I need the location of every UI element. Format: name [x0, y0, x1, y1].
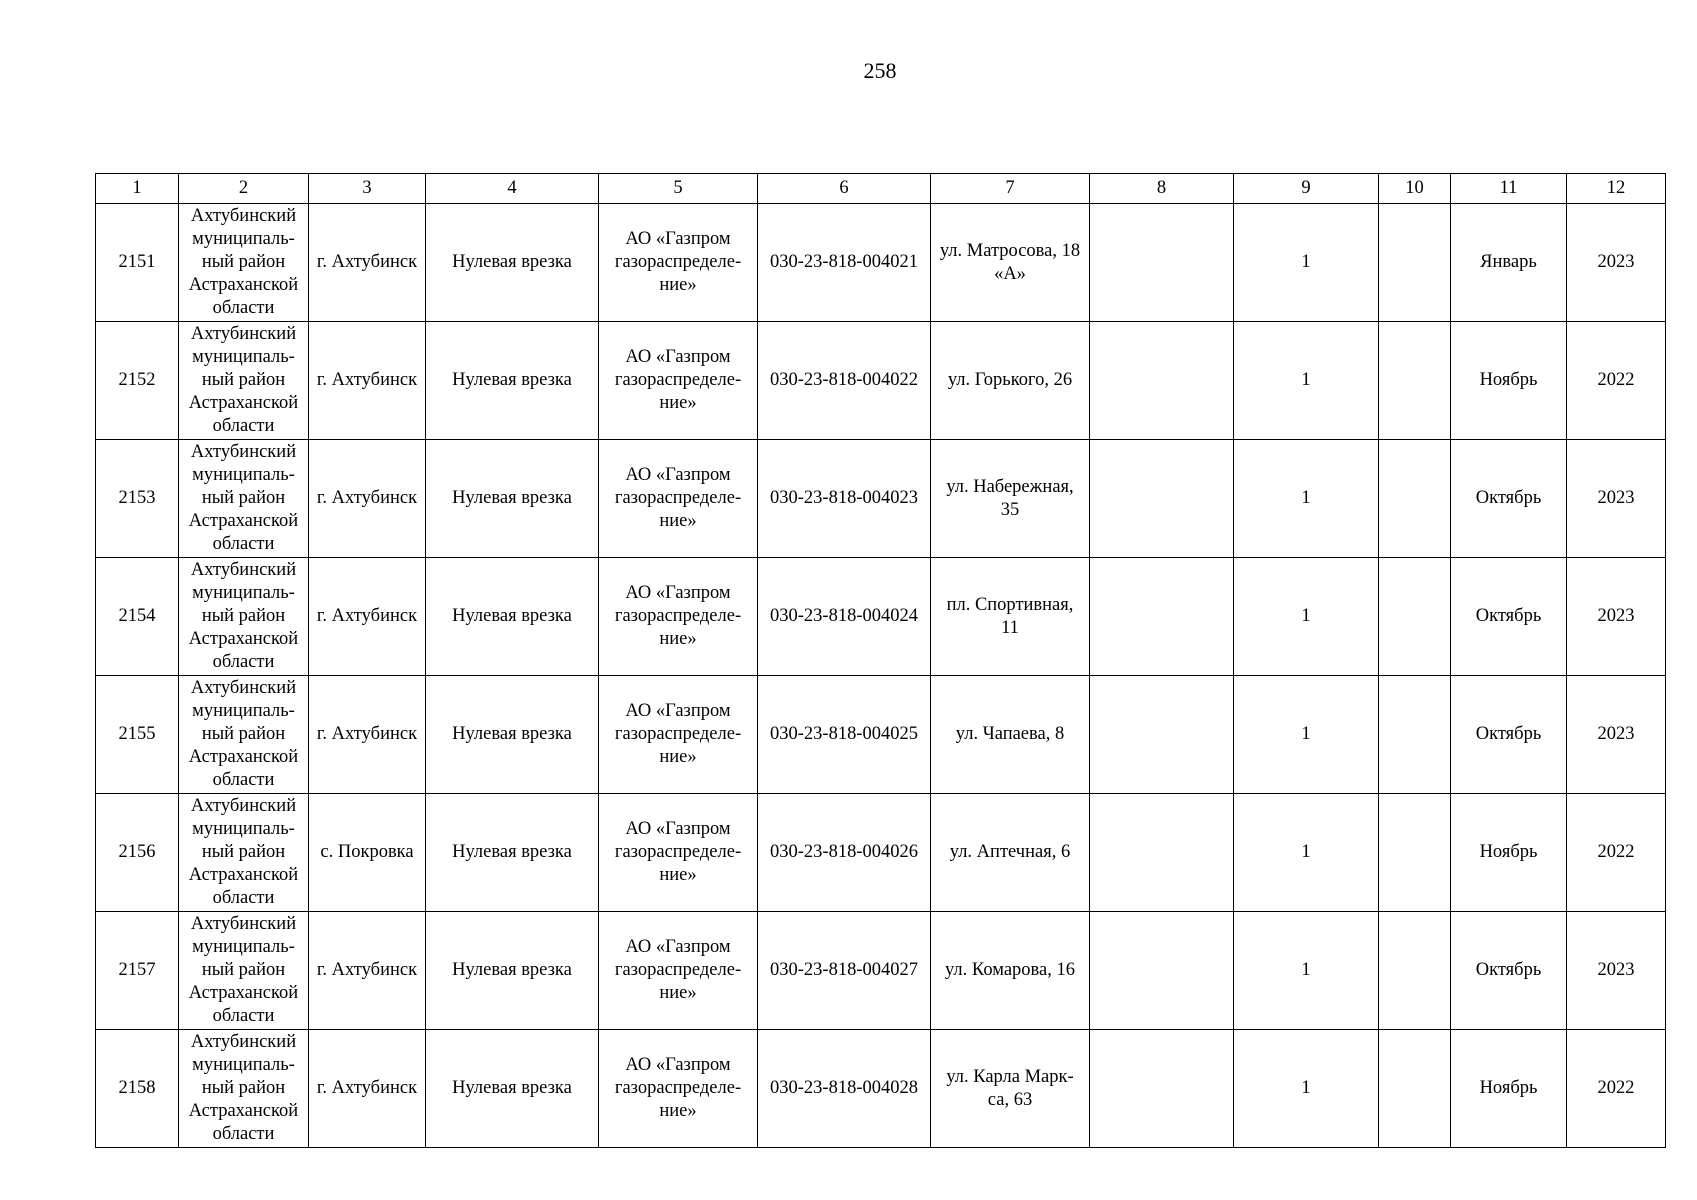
municipal-district-line: Ахтубинский [190, 678, 297, 698]
address [931, 794, 1090, 912]
municipal-district-line: муниципаль- [192, 1055, 295, 1075]
municipal-district [179, 440, 309, 558]
organization-line: АО «Газпром [625, 1055, 731, 1075]
organization-line: АО «Газпром [625, 465, 731, 485]
municipal-district-line: ный район [201, 370, 286, 390]
row-number: 2152 [96, 322, 179, 440]
object-code: 030-23-818-004021 [758, 204, 931, 322]
municipal-district-line: муниципаль- [192, 819, 295, 839]
organization-line: газораспределе- [614, 606, 742, 626]
locality: г. Ахтубинск [309, 440, 426, 558]
year: 2022 [1567, 794, 1666, 912]
address [931, 558, 1090, 676]
organization-line: газораспределе- [614, 960, 742, 980]
address-line: ул. Горького, 26 [947, 370, 1073, 390]
column-10-value [1379, 1030, 1451, 1148]
table-row [96, 204, 1666, 322]
column-9-value: 1 [1234, 322, 1379, 440]
address [931, 1030, 1090, 1148]
municipal-district-line: ный район [201, 606, 286, 626]
organization-line: АО «Газпром [625, 937, 731, 957]
object-code: 030-23-818-004027 [758, 912, 931, 1030]
locality: г. Ахтубинск [309, 676, 426, 794]
organization-line: ние» [659, 747, 697, 767]
organization [599, 558, 758, 676]
column-10-value [1379, 558, 1451, 676]
organization-line: газораспределе- [614, 724, 742, 744]
month: Октябрь [1451, 676, 1567, 794]
municipal-district [179, 558, 309, 676]
municipal-district-line: муниципаль- [192, 583, 295, 603]
organization-line: ние» [659, 511, 697, 531]
column-header: 2 [179, 174, 309, 204]
organization-line: газораспределе- [614, 252, 742, 272]
object-code: 030-23-818-004022 [758, 322, 931, 440]
municipal-district-line: области [212, 1124, 275, 1144]
address-line: пл. Спортивная, [946, 594, 1074, 615]
organization [599, 912, 758, 1030]
address-line: ул. Комарова, 16 [945, 960, 1075, 980]
column-header: 4 [426, 174, 599, 204]
table-row [96, 794, 1666, 912]
organization-line: АО «Газпром [625, 229, 731, 249]
connection-type: Нулевая врезка [426, 676, 599, 794]
organization [599, 322, 758, 440]
organization [599, 204, 758, 322]
table-row [96, 676, 1666, 794]
municipal-district-line: Ахтубинский [190, 914, 297, 934]
column-10-value [1379, 440, 1451, 558]
connection-type: Нулевая врезка [426, 440, 599, 558]
column-8-value [1090, 1030, 1234, 1148]
address-line: са, 63 [987, 1089, 1033, 1110]
municipal-district-line: области [212, 1006, 275, 1026]
month: Ноябрь [1451, 1030, 1567, 1148]
column-header: 9 [1234, 174, 1379, 204]
column-8-value [1090, 440, 1234, 558]
month: Январь [1451, 204, 1567, 322]
row-number: 2158 [96, 1030, 179, 1148]
organization [599, 1030, 758, 1148]
column-header: 8 [1090, 174, 1234, 204]
table-body [96, 174, 1666, 1148]
municipal-district-line: области [212, 416, 275, 436]
year: 2022 [1567, 322, 1666, 440]
column-10-value [1379, 794, 1451, 912]
column-9-value: 1 [1234, 676, 1379, 794]
municipal-district-line: Астраханской [188, 511, 299, 531]
row-number: 2154 [96, 558, 179, 676]
month: Ноябрь [1451, 322, 1567, 440]
year: 2023 [1567, 440, 1666, 558]
municipal-district-line: ный район [201, 488, 286, 508]
registry-table [95, 173, 1666, 1148]
municipal-district-line: области [212, 770, 275, 790]
municipal-district-line: Ахтубинский [190, 796, 297, 816]
municipal-district [179, 322, 309, 440]
organization-line: ние» [659, 983, 697, 1003]
column-10-value [1379, 912, 1451, 1030]
locality: г. Ахтубинск [309, 204, 426, 322]
municipal-district-line: муниципаль- [192, 465, 295, 485]
month: Ноябрь [1451, 794, 1567, 912]
column-8-value [1090, 912, 1234, 1030]
column-header: 5 [599, 174, 758, 204]
municipal-district-line: Астраханской [188, 865, 299, 885]
municipal-district-line: Ахтубинский [190, 1032, 297, 1052]
municipal-district [179, 204, 309, 322]
row-number: 2153 [96, 440, 179, 558]
table-row [96, 440, 1666, 558]
column-9-value: 1 [1234, 204, 1379, 322]
year: 2023 [1567, 204, 1666, 322]
column-header: 7 [931, 174, 1090, 204]
column-8-value [1090, 794, 1234, 912]
month: Октябрь [1451, 440, 1567, 558]
page-number: 258 [863, 58, 897, 83]
year: 2023 [1567, 558, 1666, 676]
organization-line: ние» [659, 865, 697, 885]
municipal-district-line: области [212, 534, 275, 554]
organization-line: газораспределе- [614, 488, 742, 508]
municipal-district-line: муниципаль- [192, 347, 295, 367]
organization-line: ние» [659, 629, 697, 649]
locality: с. Покровка [309, 794, 426, 912]
municipal-district [179, 676, 309, 794]
column-header: 12 [1567, 174, 1666, 204]
table-row [96, 558, 1666, 676]
column-10-value [1379, 204, 1451, 322]
object-code: 030-23-818-004026 [758, 794, 931, 912]
column-9-value: 1 [1234, 558, 1379, 676]
municipal-district [179, 794, 309, 912]
organization-line: АО «Газпром [625, 819, 731, 839]
address-line: ул. Карла Марк- [946, 1066, 1074, 1087]
connection-type: Нулевая врезка [426, 322, 599, 440]
locality: г. Ахтубинск [309, 322, 426, 440]
municipal-district-line: ный район [201, 842, 286, 862]
table-row [96, 912, 1666, 1030]
organization [599, 440, 758, 558]
row-number: 2155 [96, 676, 179, 794]
organization-line: газораспределе- [614, 1078, 742, 1098]
column-header: 6 [758, 174, 931, 204]
year: 2022 [1567, 1030, 1666, 1148]
organization-line: газораспределе- [614, 842, 742, 862]
municipal-district-line: Астраханской [188, 747, 299, 767]
address [931, 204, 1090, 322]
municipal-district [179, 1030, 309, 1148]
year: 2023 [1567, 912, 1666, 1030]
municipal-district-line: Астраханской [188, 983, 299, 1003]
column-8-value [1090, 558, 1234, 676]
locality: г. Ахтубинск [309, 912, 426, 1030]
organization-line: ние» [659, 275, 697, 295]
column-header: 10 [1379, 174, 1451, 204]
municipal-district-line: области [212, 888, 275, 908]
connection-type: Нулевая врезка [426, 204, 599, 322]
row-number: 2156 [96, 794, 179, 912]
address-line: ул. Матросова, 18 [939, 240, 1081, 261]
month: Октябрь [1451, 558, 1567, 676]
organization-line: АО «Газпром [625, 701, 731, 721]
address [931, 912, 1090, 1030]
municipal-district-line: Астраханской [188, 275, 299, 295]
locality: г. Ахтубинск [309, 1030, 426, 1148]
address [931, 440, 1090, 558]
column-9-value: 1 [1234, 794, 1379, 912]
object-code: 030-23-818-004028 [758, 1030, 931, 1148]
address-line: «А» [994, 263, 1026, 284]
object-code: 030-23-818-004024 [758, 558, 931, 676]
address-line: ул. Чапаева, 8 [955, 724, 1065, 744]
column-10-value [1379, 676, 1451, 794]
column-8-value [1090, 322, 1234, 440]
municipal-district-line: муниципаль- [192, 229, 295, 249]
column-9-value: 1 [1234, 912, 1379, 1030]
municipal-district-line: области [212, 652, 275, 672]
municipal-district-line: ный район [201, 1078, 286, 1098]
address-line: ул. Набережная, [946, 476, 1074, 497]
year: 2023 [1567, 676, 1666, 794]
table-row [96, 1030, 1666, 1148]
organization [599, 794, 758, 912]
municipal-district-line: муниципаль- [192, 937, 295, 957]
connection-type: Нулевая врезка [426, 558, 599, 676]
organization-line: ние» [659, 393, 697, 413]
organization-line: АО «Газпром [625, 583, 731, 603]
municipal-district-line: ный район [201, 724, 286, 744]
municipal-district-line: Ахтубинский [190, 560, 297, 580]
municipal-district-line: области [212, 298, 275, 318]
connection-type: Нулевая врезка [426, 912, 599, 1030]
connection-type: Нулевая врезка [426, 794, 599, 912]
column-9-value: 1 [1234, 440, 1379, 558]
municipal-district-line: Астраханской [188, 393, 299, 413]
object-code: 030-23-818-004023 [758, 440, 931, 558]
organization-line: газораспределе- [614, 370, 742, 390]
municipal-district-line: Астраханской [188, 629, 299, 649]
column-header: 1 [96, 174, 179, 204]
column-8-value [1090, 676, 1234, 794]
address-line: 35 [1000, 499, 1020, 520]
connection-type: Нулевая врезка [426, 1030, 599, 1148]
organization [599, 676, 758, 794]
column-header: 3 [309, 174, 426, 204]
month: Октябрь [1451, 912, 1567, 1030]
address [931, 322, 1090, 440]
municipal-district-line: ный район [201, 252, 286, 272]
address-line: ул. Аптечная, 6 [949, 842, 1071, 862]
address-line: 11 [1001, 617, 1019, 638]
address [931, 676, 1090, 794]
column-header: 11 [1451, 174, 1567, 204]
municipal-district-line: Астраханской [188, 1101, 299, 1121]
column-10-value [1379, 322, 1451, 440]
municipal-district [179, 912, 309, 1030]
column-9-value: 1 [1234, 1030, 1379, 1148]
row-number: 2157 [96, 912, 179, 1030]
column-8-value [1090, 204, 1234, 322]
municipal-district-line: Ахтубинский [190, 442, 297, 462]
organization-line: АО «Газпром [625, 347, 731, 367]
organization-line: ние» [659, 1101, 697, 1121]
locality: г. Ахтубинск [309, 558, 426, 676]
table-header-row [96, 174, 1666, 204]
municipal-district-line: Ахтубинский [190, 206, 297, 226]
object-code: 030-23-818-004025 [758, 676, 931, 794]
table-row [96, 322, 1666, 440]
municipal-district-line: ный район [201, 960, 286, 980]
municipal-district-line: муниципаль- [192, 701, 295, 721]
municipal-district-line: Ахтубинский [190, 324, 297, 344]
row-number: 2151 [96, 204, 179, 322]
